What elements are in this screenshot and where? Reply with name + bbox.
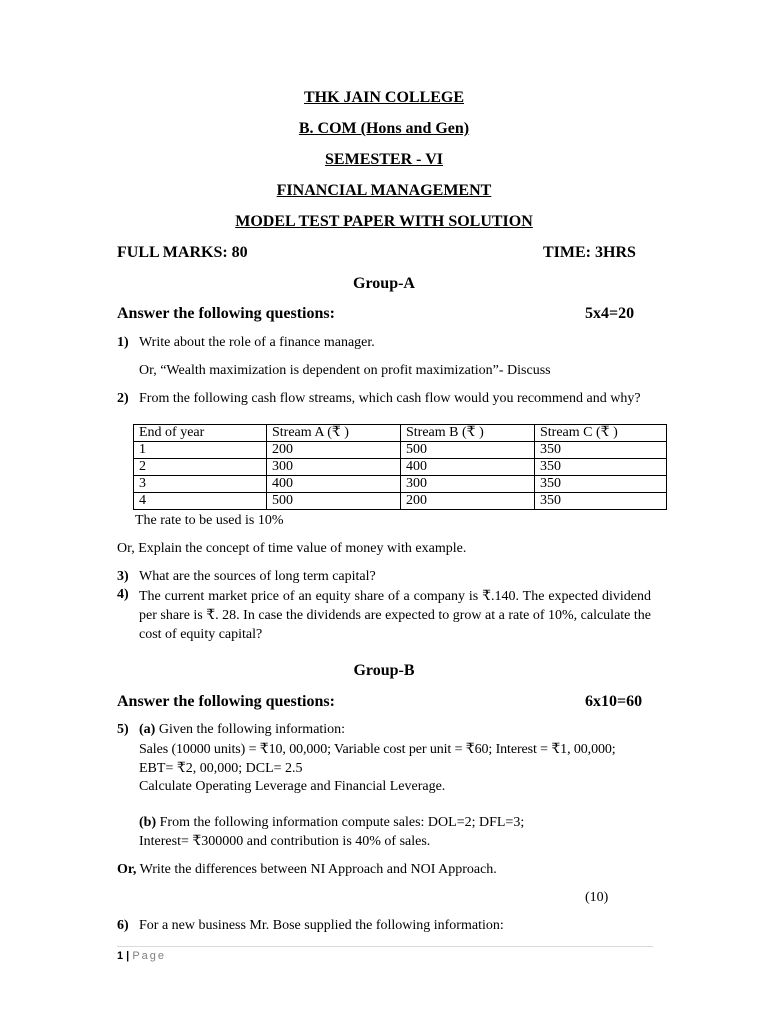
table-header-cell: Stream A (₹ ) <box>267 425 401 442</box>
exam-time: TIME: 3HRS <box>543 244 636 261</box>
part-text: From the following information compute sales: DOL=2; DFL=3; <box>156 815 525 830</box>
table-cell: 500 <box>401 442 535 459</box>
footer-divider <box>117 946 653 947</box>
table-row <box>134 476 667 493</box>
paper-title: MODEL TEST PAPER WITH SOLUTION <box>235 213 533 230</box>
table-cell: 500 <box>267 493 401 510</box>
table-header-cell: Stream B (₹ ) <box>401 425 535 442</box>
question-4-text: The current market price of an equity share of a company is ₹.140. The expected dividend per share is ₹. 28. In case the dividends are expected to grow at a rate of 10%, calculate the cost of equity capital? <box>139 589 651 642</box>
group-a-title: Group-A <box>353 275 415 292</box>
group-b-instruction: Answer the following questions: <box>117 693 335 710</box>
or-text: Write the differences between NI Approach and NOI Approach. <box>136 862 497 877</box>
college-name: THK JAIN COLLEGE <box>303 89 465 106</box>
question-number: 4) <box>117 587 129 602</box>
question-3-text: What are the sources of long term capital? <box>139 569 376 584</box>
course-title: B. COM (Hons and Gen) <box>298 120 470 137</box>
part-label: (a) <box>139 722 156 737</box>
table-cell: 350 <box>535 493 667 510</box>
question-5-marks: (10) <box>585 890 609 905</box>
group-b-marks: 6x10=60 <box>585 693 643 710</box>
table-cell: 350 <box>535 442 667 459</box>
table-row <box>134 459 667 476</box>
question-2-alternative: Or, Explain the concept of time value of money with example. <box>117 541 467 556</box>
full-marks: FULL MARKS: 80 <box>117 244 248 261</box>
table-cell: 1 <box>134 442 267 459</box>
table-header-row <box>134 425 667 442</box>
question-6-text: For a new business Mr. Bose supplied the following information: <box>139 918 504 933</box>
table-cell: 350 <box>535 459 667 476</box>
part-label: (b) <box>139 815 157 830</box>
question-1-text: Write about the role of a finance manager. <box>139 335 375 350</box>
question-5a-line-1: Sales (10000 units) = ₹10, 00,000; Variable cost per unit = ₹60; Interest = ₹1, 00,000; <box>139 742 616 757</box>
question-5a-line-3: Calculate Operating Leverage and Financial Leverage. <box>139 779 446 794</box>
page-number: 1 <box>117 950 124 962</box>
question-1-alternative: Or, “Wealth maximization is dependent on profit maximization”- Discuss <box>139 363 551 378</box>
page-word: Page <box>132 950 167 962</box>
table-row <box>134 442 667 459</box>
page-separator: | <box>123 950 133 962</box>
question-5a-intro <box>139 722 345 738</box>
table-header-cell: Stream C (₹ ) <box>535 425 667 442</box>
table-cell: 200 <box>401 493 535 510</box>
question-5b-line-2: Interest= ₹300000 and contribution is 40% of sales. <box>139 834 431 849</box>
or-label: Or, <box>117 862 137 877</box>
table-cell: 200 <box>267 442 401 459</box>
table-header-cell: End of year <box>134 425 267 442</box>
table-cell: 4 <box>134 493 267 510</box>
question-5b-line-1 <box>139 815 524 831</box>
question-number: 2) <box>117 391 129 406</box>
question-5a-line-2: EBT= ₹2, 00,000; DCL= 2.5 <box>139 761 303 776</box>
table-cell: 400 <box>267 476 401 493</box>
table-cell: 300 <box>267 459 401 476</box>
discount-rate-note: The rate to be used is 10% <box>135 513 284 528</box>
group-a-instruction: Answer the following questions: <box>117 305 335 322</box>
semester-title: SEMESTER - VI <box>325 151 443 168</box>
question-number: 3) <box>117 569 129 584</box>
table-cell: 400 <box>401 459 535 476</box>
subject-title: FINANCIAL MANAGEMENT <box>276 182 492 199</box>
table-row <box>134 493 667 510</box>
question-number: 6) <box>117 918 129 933</box>
group-b-title: Group-B <box>353 662 415 679</box>
question-number: 5) <box>117 722 129 737</box>
table-cell: 300 <box>401 476 535 493</box>
question-2-text: From the following cash flow streams, which cash flow would you recommend and why? <box>139 391 641 406</box>
table-cell: 350 <box>535 476 667 493</box>
question-number: 1) <box>117 335 129 350</box>
table-cell: 3 <box>134 476 267 493</box>
part-text: Given the following information: <box>155 722 346 737</box>
table-cell: 2 <box>134 459 267 476</box>
page-footer <box>117 950 166 962</box>
question-5-alternative <box>117 862 497 878</box>
cash-flow-table <box>133 424 667 510</box>
group-a-marks: 5x4=20 <box>585 305 635 322</box>
